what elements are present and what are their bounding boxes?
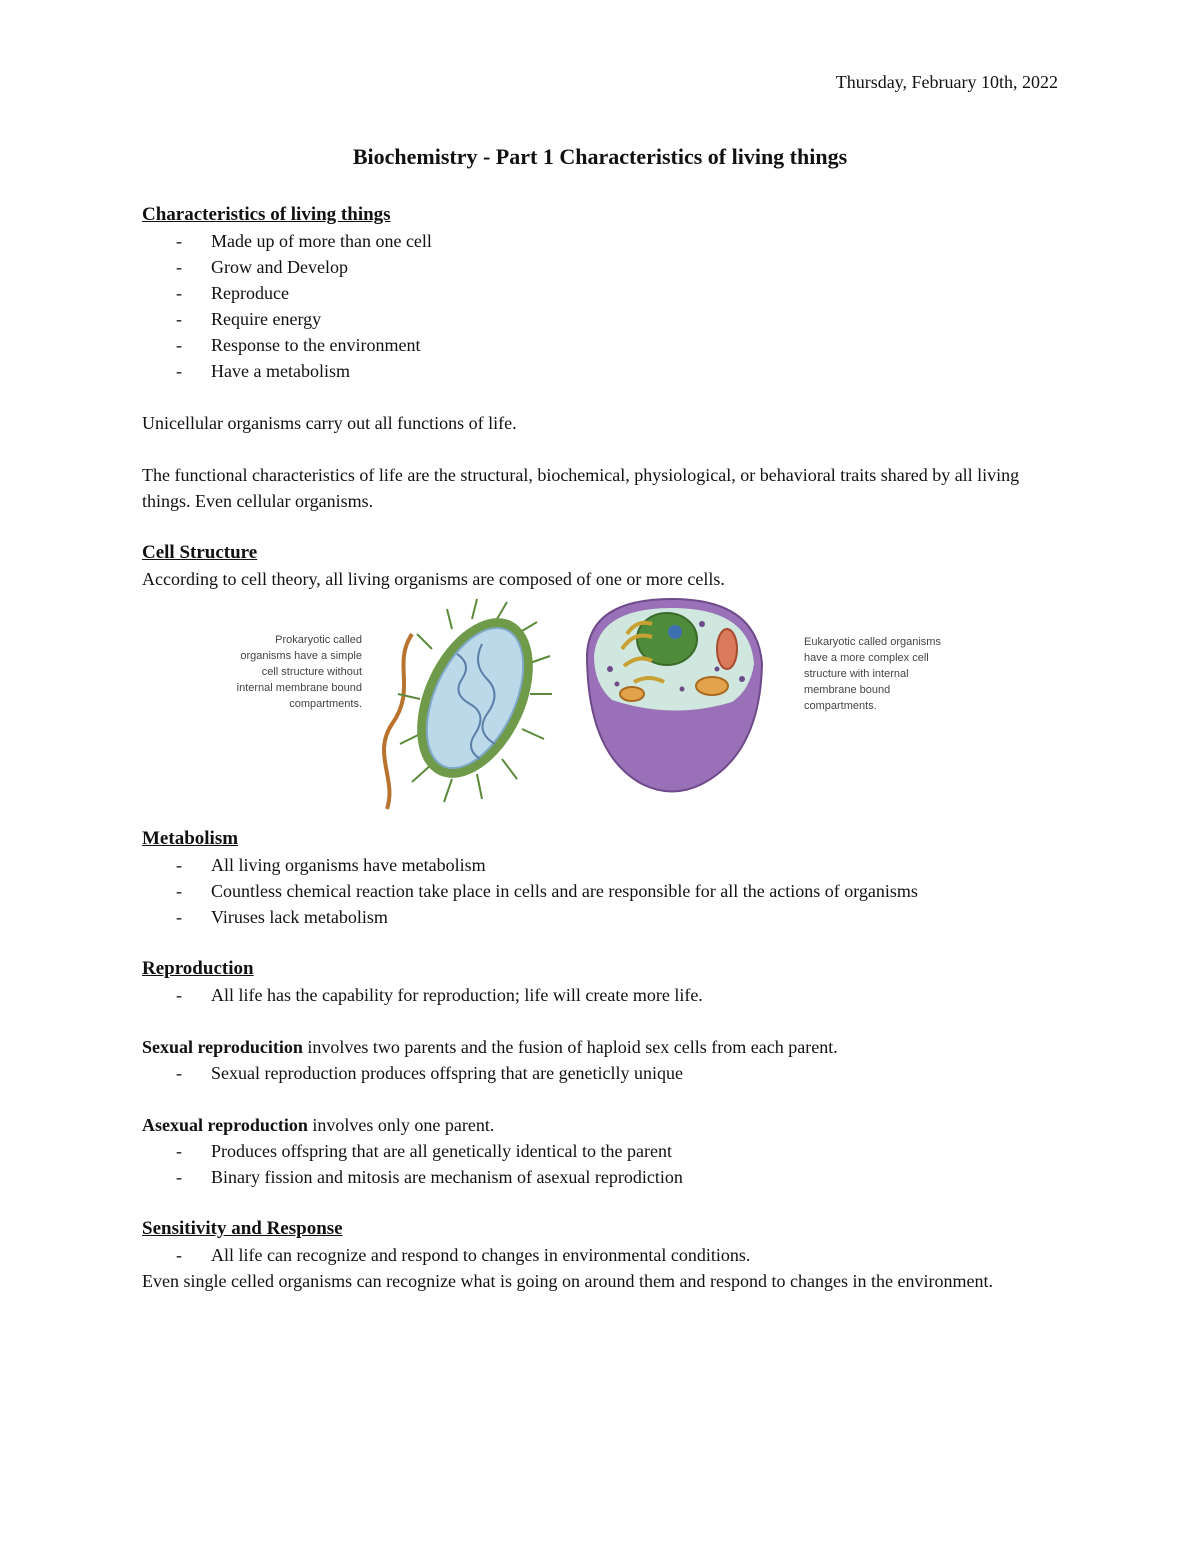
term-sexual-reproduction: Sexual reproducition	[142, 1037, 303, 1057]
list-item: - All living organisms have metabolism	[142, 852, 1062, 878]
heading-sensitivity: Sensitivity and Response	[142, 1218, 343, 1239]
list-item: - All life has the capability for reproduction; life will create more life.	[142, 982, 1062, 1008]
metabolism-list	[142, 852, 1062, 930]
prokaryotic-caption: Prokaryotic called organisms have a simple cell structure without internal membrane bound compartments.	[236, 634, 362, 710]
document-date: Thursday, February 10th, 2022	[835, 72, 1058, 92]
heading-reproduction: Reproduction	[142, 958, 254, 979]
term-asexual-reproduction: Asexual reproduction	[142, 1115, 308, 1135]
list-item: - Viruses lack metabolism	[142, 904, 1062, 930]
list-item: - Binary fission and mitosis are mechanism of asexual reprodiction	[142, 1164, 1062, 1190]
list-item: - Reproduce	[142, 280, 1062, 306]
list-item: - Response to the environment	[142, 332, 1062, 358]
reproduction-list	[142, 982, 1062, 1008]
sexual-list	[142, 1060, 1062, 1086]
cell-comparison-figure	[142, 594, 1062, 826]
nucleolus-shape	[668, 625, 682, 639]
paragraph-functional: The functional characteristics of life are the structural, biochemical, physiological, or behavioral traits shared by all living things. Even cellular organisms.	[142, 465, 1020, 511]
mitochondrion-shape	[717, 629, 737, 669]
sexual-reproduction-text: involves two parents and the fusion of haploid sex cells from each parent.	[302, 1037, 838, 1057]
list-item: - All life can recognize and respond to changes in environmental conditions.	[142, 1242, 1062, 1268]
heading-metabolism: Metabolism	[142, 828, 239, 849]
paragraph-sexual-reproduction	[142, 1034, 1062, 1060]
heading-characteristics: Characteristics of living things	[142, 204, 391, 225]
asexual-reproduction-text: involves only one parent.	[307, 1115, 495, 1135]
sensitivity-list	[142, 1242, 1062, 1268]
cell-illustration	[372, 594, 792, 826]
flagellum-shape	[384, 634, 412, 809]
paragraph-cell-theory: According to cell theory, all living organisms are composed of one or more cells.	[142, 569, 725, 589]
list-item: - Countless chemical reaction take place in cells and are responsible for all the actions of organisms	[142, 878, 1062, 904]
list-item: - Require energy	[142, 306, 1062, 332]
eukaryotic-caption: Eukaryotic called organisms have a more complex cell structure with internal membrane bound compartments.	[804, 636, 941, 712]
paragraph-unicellular: Unicellular organisms carry out all functions of life.	[142, 413, 517, 433]
heading-cell-structure: Cell Structure	[142, 542, 258, 563]
list-item: - Grow and Develop	[142, 254, 1062, 280]
document-body	[142, 202, 1062, 1294]
paragraph-asexual-reproduction	[142, 1112, 1062, 1138]
paragraph-sensitivity: Even single celled organisms can recognize what is going on around them and respond to changes in the environment.	[142, 1271, 993, 1291]
list-item: - Produces offspring that are all genetically identical to the parent	[142, 1138, 1062, 1164]
characteristics-list	[142, 228, 1062, 384]
asexual-list	[142, 1138, 1062, 1190]
list-item: - Have a metabolism	[142, 358, 1062, 384]
list-item: - Made up of more than one cell	[142, 228, 1062, 254]
list-item: - Sexual reproduction produces offspring that are geneticlly unique	[142, 1060, 1062, 1086]
document-title: Biochemistry - Part 1 Characteristics of living things	[352, 144, 848, 169]
